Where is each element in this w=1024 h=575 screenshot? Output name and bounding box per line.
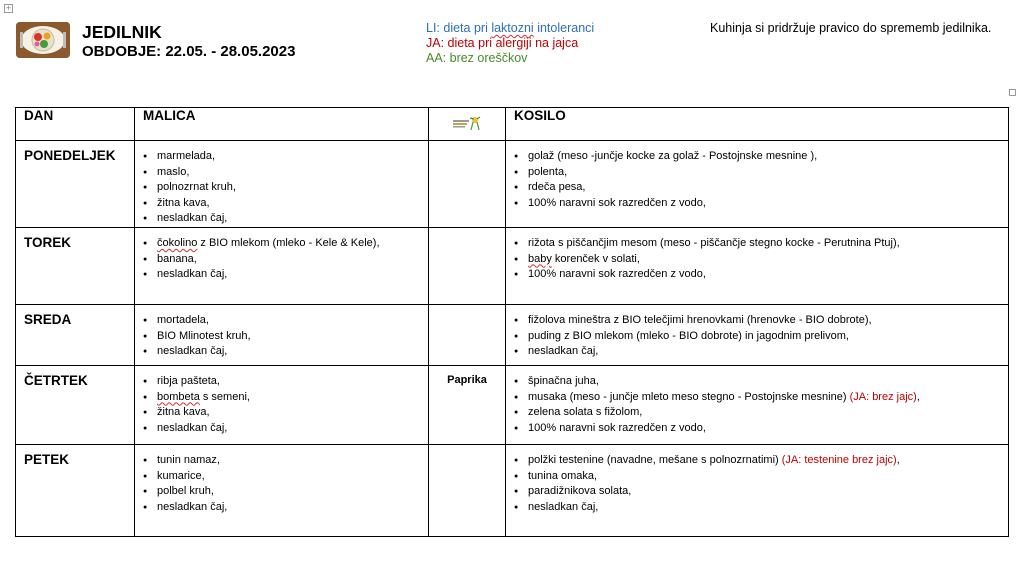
list-item: ● musaka (meso - junčje mleto meso stegno - Postojnske mesnine) (JA: brez jajc),	[514, 390, 1008, 406]
list-item: ● tunina omaka,	[514, 469, 1008, 485]
list-item: ● golaž (meso -junčje kocke za golaž - Postojnske mesnine ),	[514, 149, 1008, 165]
list-item: ● polžki testenine (navadne, mešane s polnozrnatimi) (JA: testenine brez jajc),	[514, 453, 1008, 469]
diet-legend-ja: JA: dieta pri alergiji na jajca	[426, 36, 579, 50]
list-item: ● bombeta s semeni,	[143, 390, 428, 406]
list-item: ● BIO Mlinotest kruh,	[143, 329, 428, 345]
day-cell: PONEDELJEK	[16, 141, 135, 228]
list-item: ● 100% naravni sok razredčen z vodo,	[514, 267, 1008, 283]
list-item: ● mortadela,	[143, 313, 428, 329]
day-cell: PETEK	[16, 444, 135, 536]
lunch-cell	[506, 141, 1009, 228]
extra-cell	[429, 141, 506, 228]
extra-cell	[429, 304, 506, 365]
table-row	[16, 141, 1009, 228]
fruit-vegetable-icon	[452, 115, 482, 131]
day-cell: TOREK	[16, 227, 135, 304]
list-item: ● špinačna juha,	[514, 374, 1008, 390]
diet-legend	[426, 21, 594, 66]
col-header-day: DAN	[16, 108, 135, 141]
menu-table	[15, 107, 1009, 537]
table-header-row	[16, 108, 1009, 141]
diet-legend-li: LI: dieta pri laktozni intoleranci	[426, 21, 595, 35]
list-item: ● žitna kava,	[143, 196, 428, 212]
list-item: ● ribja pašteta,	[143, 374, 428, 390]
extra-cell	[429, 444, 506, 536]
list-item: ● maslo,	[143, 165, 428, 181]
list-item: ● 100% naravni sok razredčen z vodo,	[514, 196, 1008, 212]
extra-cell: Paprika	[429, 365, 506, 444]
lunch-cell	[506, 365, 1009, 444]
menu-period: OBDOBJE: 22.05. - 28.05.2023	[82, 43, 296, 60]
day-cell: ČETRTEK	[16, 365, 135, 444]
list-item: ● polenta,	[514, 165, 1008, 181]
table-resize-handle[interactable]	[1009, 89, 1016, 96]
list-item: ● paradižnikova solata,	[514, 484, 1008, 500]
list-item: ● kumarice,	[143, 469, 428, 485]
table-move-handle[interactable]: +	[5, 4, 12, 12]
list-item: ● marmelada,	[143, 149, 428, 165]
list-item: ● baby korenček v solati,	[514, 252, 1008, 268]
extra-cell	[429, 227, 506, 304]
list-item: ● žitna kava,	[143, 405, 428, 421]
list-item: ● nesladkan čaj,	[143, 344, 428, 360]
list-item: ● polbel kruh,	[143, 484, 428, 500]
list-item: ● banana,	[143, 252, 428, 268]
day-cell: SREDA	[16, 304, 135, 365]
list-item: ● tunin namaz,	[143, 453, 428, 469]
lunch-cell	[506, 444, 1009, 536]
list-item: ● nesladkan čaj,	[514, 344, 1008, 360]
list-item: ● rižota s piščančjim mesom (meso - piščančje stegno kocke - Perutnina Ptuj),	[514, 236, 1008, 252]
table-row	[16, 304, 1009, 365]
list-item: ● čokolino z BIO mlekom (mleko - Kele & Kele),	[143, 236, 428, 252]
list-item: ● polnozrnat kruh,	[143, 180, 428, 196]
list-item: ● puding z BIO mlekom (mleko - BIO dobrote) in jagodnim prelivom,	[514, 329, 1008, 345]
list-item: ● rdeča pesa,	[514, 180, 1008, 196]
list-item: ● nesladkan čaj,	[143, 211, 428, 227]
list-item: ● nesladkan čaj,	[143, 267, 428, 283]
list-item: ● 100% naravni sok razredčen z vodo,	[514, 421, 1008, 437]
list-item: ● nesladkan čaj,	[143, 500, 428, 516]
kitchen-notice: Kuhinja si pridržuje pravico do sprememb jedilnika.	[710, 21, 992, 35]
snack-cell	[135, 304, 429, 365]
snack-cell	[135, 141, 429, 228]
snack-cell	[135, 365, 429, 444]
page-title: JEDILNIK	[82, 22, 162, 42]
diet-legend-aa: AA: brez oreščkov	[426, 51, 528, 65]
table-row	[16, 444, 1009, 536]
table-row	[16, 365, 1009, 444]
list-item: ● nesladkan čaj,	[514, 500, 1008, 516]
list-item: ● fižolova mineštra z BIO telečjimi hrenovkami (hrenovke - BIO dobrote),	[514, 313, 1008, 329]
list-item: ● nesladkan čaj,	[143, 421, 428, 437]
snack-cell	[135, 227, 429, 304]
snack-cell	[135, 444, 429, 536]
col-header-lunch: KOSILO	[506, 108, 1009, 141]
list-item: ● zelena solata s fižolom,	[514, 405, 1008, 421]
table-row	[16, 227, 1009, 304]
lunch-cell	[506, 304, 1009, 365]
col-header-extra	[429, 108, 506, 141]
lunch-cell	[506, 227, 1009, 304]
school-kitchen-logo	[16, 22, 70, 58]
col-header-snack: MALICA	[135, 108, 429, 141]
